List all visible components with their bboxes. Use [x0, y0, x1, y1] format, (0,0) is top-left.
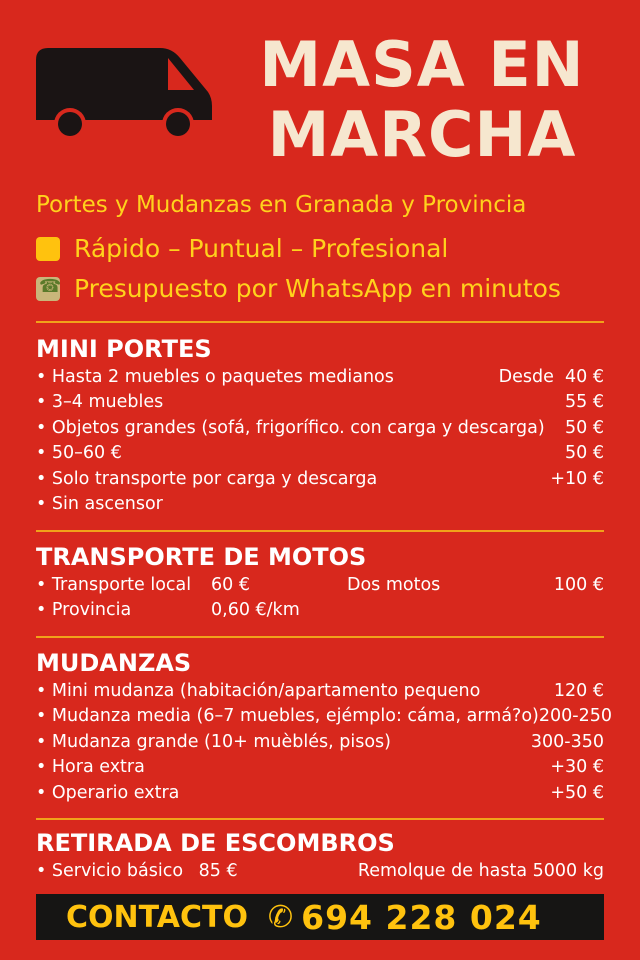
price-row	[36, 466, 604, 492]
section-escombros	[36, 828, 604, 884]
contact-label: CONTACTO	[66, 899, 248, 935]
row-label: • Hasta 2 muebles o paquetes medianos	[36, 367, 394, 387]
row-price-2: 100 €	[553, 574, 604, 595]
row-label-2: Dos motos	[347, 574, 441, 595]
row-label: • Objetos grandes (sofá, frigorífico. con carga y descarga)	[36, 418, 545, 438]
price-row	[36, 678, 604, 704]
row-note: Remolque de hasta 5000 kg	[357, 860, 604, 881]
brand-title	[232, 30, 612, 170]
row-label: • Mudanza grande (10+ muèblés, pisos)	[36, 732, 391, 752]
row-price: 200-250	[538, 706, 612, 727]
price-row	[36, 390, 604, 416]
feature-text: Rápido – Puntual – Profesional	[74, 234, 449, 263]
row-label: • Sin ascensor	[36, 494, 163, 514]
row-price: 50 €	[565, 443, 604, 464]
row-label: • 3–4 muebles	[36, 392, 163, 412]
divider	[36, 530, 604, 532]
row-label: • Solo transporte por carga y descarga	[36, 469, 377, 489]
phone-chat-icon	[36, 277, 60, 301]
row-price: 50 €	[565, 417, 604, 438]
title-line-1: MASA EN	[259, 28, 585, 101]
price-row	[36, 598, 604, 624]
section-mudanzas	[36, 648, 612, 806]
header	[0, 0, 640, 190]
section-title: MINI PORTES	[36, 335, 212, 363]
row-label: • Provincia	[36, 600, 211, 620]
price-row	[36, 492, 604, 518]
row-price: 120 €	[553, 680, 604, 701]
row-price: +30 €	[550, 757, 604, 778]
row-label: • Mini mudanza (habitación/apartamento pequeno	[36, 681, 480, 701]
feature-fast	[36, 234, 626, 263]
price-row	[36, 704, 612, 730]
phone-icon: ✆	[267, 899, 294, 935]
section-title: TRANSPORTE DE MOTOS	[36, 543, 367, 571]
tagline: Portes y Mudanzas en Granada y Provincia	[36, 192, 527, 218]
row-label: • Hora extra	[36, 757, 145, 777]
row-price: 60 €	[211, 574, 250, 595]
price-row	[36, 755, 604, 781]
row-price: +50 €	[550, 782, 604, 803]
row-label: • Operario extra	[36, 783, 179, 803]
yellow-square-icon	[36, 237, 60, 261]
row-price: 300-350	[530, 731, 604, 752]
row-label: • Servicio básico	[36, 861, 183, 881]
title-line-2: MARCHA	[267, 98, 577, 171]
price-row	[36, 572, 604, 598]
row-price: 85 €	[198, 860, 238, 881]
feature-text: Presupuesto por WhatsApp en minutos	[74, 274, 561, 303]
row-price: +10 €	[550, 468, 604, 489]
van-icon	[32, 40, 214, 140]
row-label: • Transporte local	[36, 575, 211, 595]
row-price: 55 €	[565, 392, 604, 413]
price-row	[36, 364, 604, 390]
price-row	[36, 729, 604, 755]
price-row	[36, 858, 604, 884]
feature-whatsapp	[36, 274, 626, 303]
section-mini-portes	[36, 334, 604, 517]
divider	[36, 636, 604, 638]
divider	[36, 321, 604, 323]
price-row	[36, 441, 604, 467]
section-title: MUDANZAS	[36, 649, 192, 677]
price-row	[36, 415, 604, 441]
contact-bar[interactable]	[36, 894, 604, 940]
contact-phone[interactable]: 694 228 024	[301, 897, 542, 937]
section-motos	[36, 542, 604, 623]
row-label: • 50–60 €	[36, 443, 122, 463]
divider	[36, 818, 604, 820]
row-price: Desde 40 €	[498, 366, 604, 387]
price-row	[36, 780, 604, 806]
section-title: RETIRADA DE ESCOMBROS	[36, 829, 395, 857]
row-price: 0,60 €/km	[211, 600, 300, 621]
row-label: • Mudanza media (6–7 muebles, ejémplo: cáma, armá?o)	[36, 706, 539, 726]
